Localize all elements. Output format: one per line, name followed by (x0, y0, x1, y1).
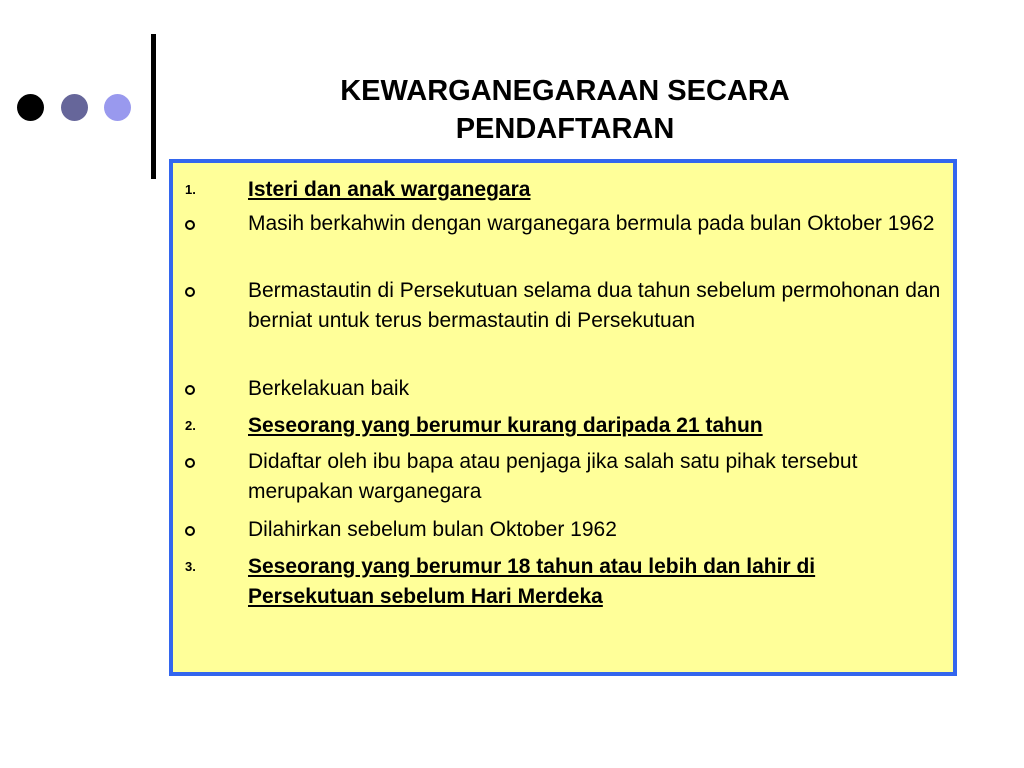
list-item-text: Masih berkahwin dengan warganegara bermula pada bulan Oktober 1962 (248, 212, 935, 235)
list-item-text: Berkelakuan baik (248, 377, 410, 400)
item-number: 3. (185, 559, 196, 574)
circle-bullet-icon (185, 287, 195, 297)
item-number: 1. (185, 182, 196, 197)
vertical-divider (151, 34, 156, 179)
decorative-dot-lavender (104, 94, 131, 121)
section-heading-2: Seseorang yang berumur kurang daripada 21 tahun (248, 414, 763, 437)
circle-bullet-icon (185, 385, 195, 395)
circle-bullet-icon (185, 220, 195, 230)
decorative-dot-black (17, 94, 44, 121)
slide-title (230, 72, 900, 148)
list-item-text: Dilahirkan sebelum bulan Oktober 1962 (248, 518, 617, 541)
section-heading-1: Isteri dan anak warganegara (248, 178, 531, 201)
circle-bullet-icon (185, 526, 195, 536)
circle-bullet-icon (185, 458, 195, 468)
slide-title-line-2: PENDAFTARAN (455, 113, 675, 145)
item-number: 2. (185, 418, 196, 433)
decorative-dot-slate (61, 94, 88, 121)
content-box (169, 159, 957, 676)
slide-title-line-1: KEWARGANEGARAAN SECARA (340, 75, 790, 107)
list-item-text: Didaftar oleh ibu bapa atau penjaga jika salah satu pihak tersebut merupakan warganegara (248, 450, 858, 503)
list-item-text: Bermastautin di Persekutuan selama dua tahun sebelum permohonan dan berniat untuk terus bermastautin di Persekutuan (248, 279, 941, 332)
section-heading-3: Seseorang yang berumur 18 tahun atau lebih dan lahir di Persekutuan sebelum Hari Merdeka (248, 555, 816, 608)
